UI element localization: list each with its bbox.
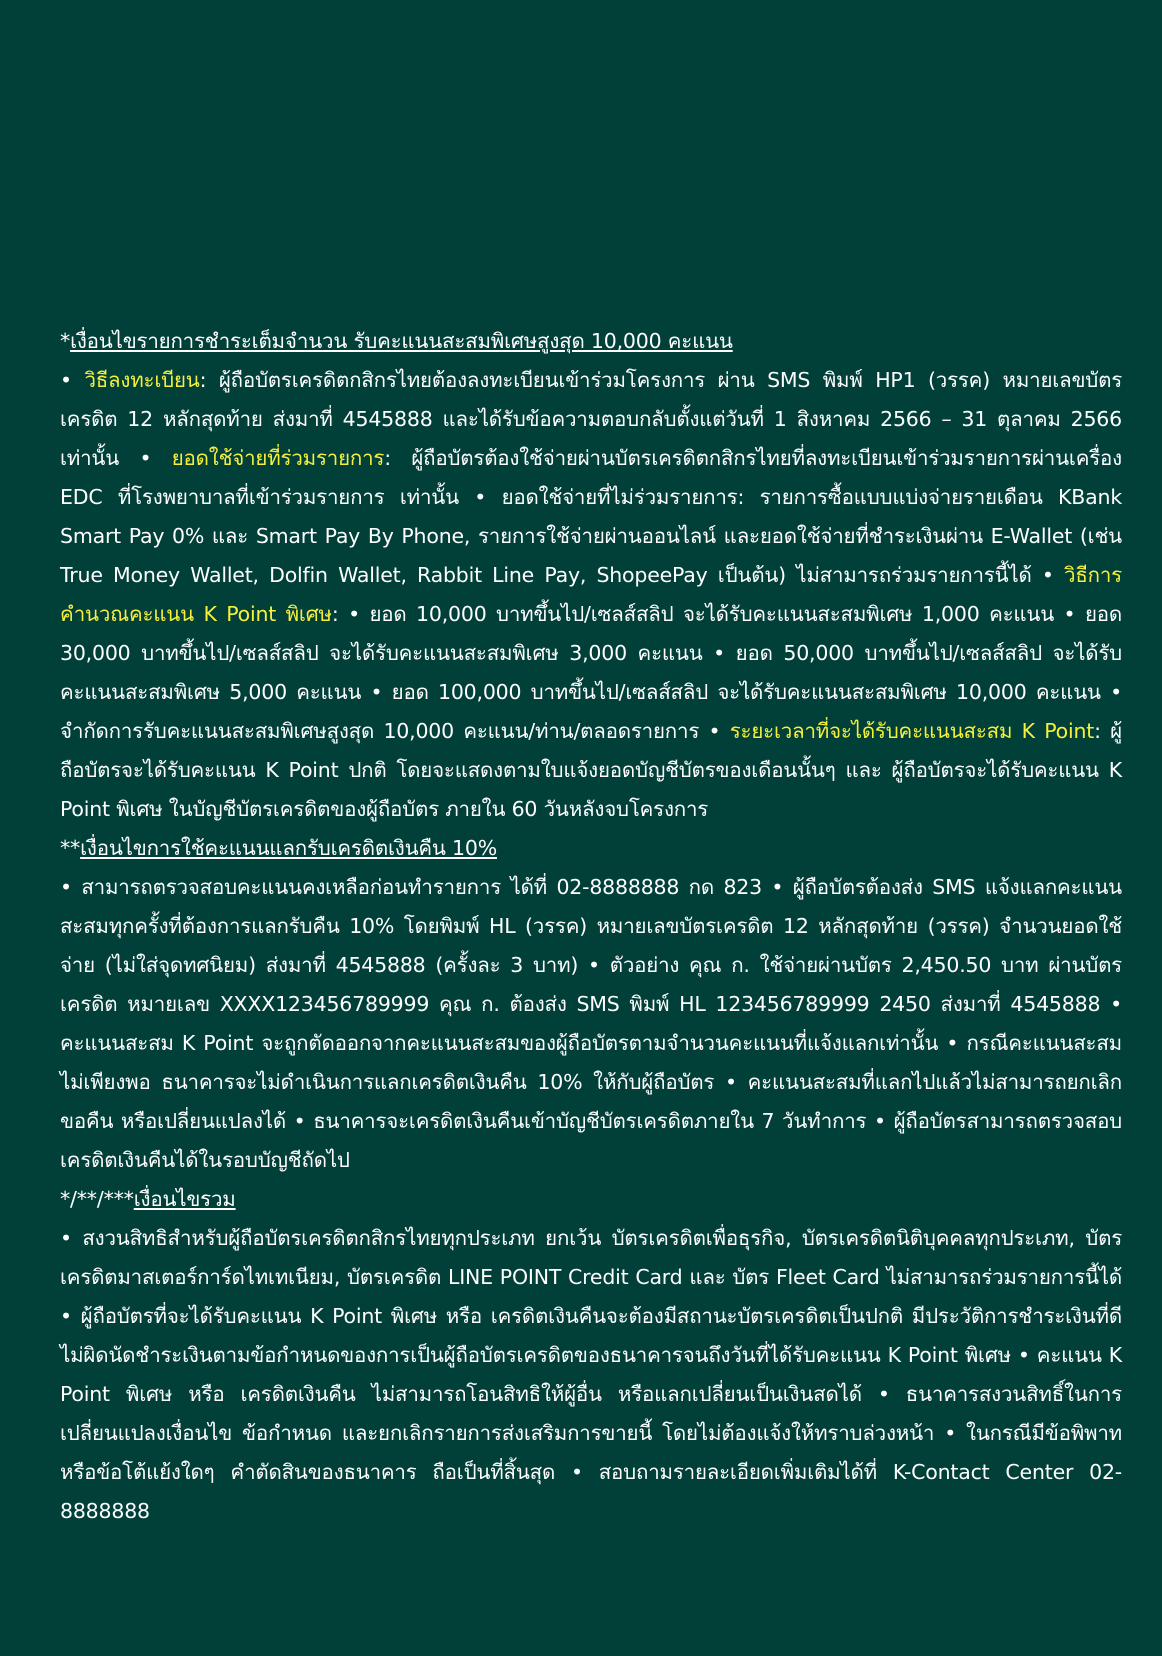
body-text: • [60,368,85,392]
body-text: : • ยอด 10,000 บาทขึ้นไป/เซลส์สลิป จะได้รับคะแนนสะสมพิเศษ 1,000 คะแนน • ยอด 30,000 บาทขึ้นไป/เซลส์สลิป จะได้รับคะแนนสะสมพิเศษ 3,000 คะแนน • ยอด 50,000 บาทขึ้นไป/เซลส์สลิป จะได้รับคะแนนสะสมพิเศษ 5,000 คะแนน • ยอด 100,000 บาทขึ้นไป/เซลส์สลิป จะได้รับคะแนนสะสมพิเศษ 10,000 คะแนน • จำกัดการรับคะแนนสะสมพิเศษสูงสุด 10,000 คะแนน/ท่าน/ตลอดรายการ • [60,602,1122,743]
highlight-point-timing: ระยะเวลาที่จะได้รับคะแนนสะสม K Point [729,719,1095,743]
section-title-text: เงื่อนไขรวม [133,1187,236,1211]
section-body-full-payment [60,361,1122,829]
section-marker: */**/*** [60,1187,134,1211]
section-title-text: เงื่อนไขรายการชำระเต็มจำนวน รับคะแนนสะสมพิเศษสูงสุด 10,000 คะแนน [70,329,733,353]
highlight-point-calculation: วิธีการคำนวณคะแนน K Point พิเศษ [60,563,1122,626]
section-body-general: • สงวนสิทธิสำหรับผู้ถือบัตรเครดิตกสิกรไทยทุกประเภท ยกเว้น บัตรเครดิตเพื่อธุรกิจ, บัตรเครดิตนิติบุคคลทุกประเภท, บัตรเครดิตมาสเตอร์การ์ดไทเทเนียม, บัตรเครดิต LINE POINT Credit Card และ บัตร Fleet Card ไม่สามารถร่วมรายการนี้ได้ • ผู้ถือบัตรที่จะได้รับคะแนน K Point พิเศษ หรือ เครดิตเงินคืนจะต้องมีสถานะบัตรเครดิตเป็นปกติ มีประวัติการชำระเงินที่ดี ไม่ผิดนัดชำระเงินตามข้อกำหนดของการเป็นผู้ถือบัตรเครดิตของธนาคารจนถึงวันที่ได้รับคะแนน K Point พิเศษ • คะแนน K Point พิเศษ หรือ เครดิตเงินคืน ไม่สามารถโอนสิทธิให้ผู้อื่น หรือแลกเปลี่ยนเป็นเงินสดได้ • ธนาคารสงวนสิทธิ์ในการเปลี่ยนแปลงเงื่อนไข ข้อกำหนด และยกเลิกรายการส่งเสริมการขายนี้ โดยไม่ต้องแจ้งให้ทราบล่วงหน้า • ในกรณีมีข้อพิพาท หรือข้อโต้แย้งใดๆ คำตัดสินของธนาคาร ถือเป็นที่สิ้นสุด • สอบถามรายละเอียดเพิ่มเติมได้ที่ K-Contact Center 02-8888888 [60,1226,1122,1523]
terms-document [60,322,1122,1531]
section-title-cashback [60,829,1122,868]
highlight-registration: วิธีลงทะเบียน [84,368,200,392]
section-title-full-payment [60,322,1122,361]
section-marker: ** [60,836,81,860]
highlight-eligible-spending: ยอดใช้จ่ายที่ร่วมรายการ [171,446,385,470]
body-text: : ผู้ถือบัตรต้องใช้จ่ายผ่านบัตรเครดิตกสิกรไทยที่ลงทะเบียนเข้าร่วมรายการผ่านเครื่อง EDC ที่โรงพยาบาลที่เข้าร่วมรายการ เท่านั้น • ยอดใช้จ่ายที่ไม่ร่วมรายการ: รายการซื้อแบบแบ่งจ่ายรายเดือน KBank Smart Pay 0% และ Smart Pay By Phone, รายการใช้จ่ายผ่านออนไลน์ และยอดใช้จ่ายที่ชำระเงินผ่าน E-Wallet (เช่น True Money Wallet, Dolfin Wallet, Rabbit Line Pay, ShopeePay เป็นต้น) ไม่สามารถร่วมรายการนี้ได้ • [60,446,1122,587]
body-text: : ผู้ถือบัตรเครดิตกสิกรไทยต้องลงทะเบียนเข้าร่วมโครงการ ผ่าน SMS พิมพ์ HP1 (วรรค) หมายเลขบัตรเครดิต 12 หลักสุดท้าย ส่งมาที่ 4545888 และได้รับข้อความตอบกลับตั้งแต่วันที่ 1 สิงหาคม 2566 – 31 ตุลาคม 2566 เท่านั้น • [60,368,1122,470]
section-title-general [60,1180,1122,1219]
section-title-text: เงื่อนไขการใช้คะแนนแลกรับเครดิตเงินคืน 10% [80,836,498,860]
body-text: : ผู้ถือบัตรจะได้รับคะแนน K Point ปกติ โดยจะแสดงตามใบแจ้งยอดบัญชีบัตรของเดือนนั้นๆ และ ผู้ถือบัตรจะได้รับคะแนน K Point พิเศษ ในบัญชีบัตรเครดิตของผู้ถือบัตร ภายใน 60 วันหลังจบโครงการ [60,719,1122,821]
section-marker: * [60,329,71,353]
section-body-cashback: • สามารถตรวจสอบคะแนนคงเหลือก่อนทำรายการ ได้ที่ 02-8888888 กด 823 • ผู้ถือบัตรต้องส่ง SMS แจ้งแลกคะแนนสะสมทุกครั้งที่ต้องการแลกรับคืน 10% โดยพิมพ์ HL (วรรค) หมายเลขบัตรเครดิต 12 หลักสุดท้าย (วรรค) จำนวนยอดใช้จ่าย (ไม่ใส่จุดทศนิยม) ส่งมาที่ 4545888 (ครั้งละ 3 บาท) • ตัวอย่าง คุณ ก. ใช้จ่ายผ่านบัตร 2,450.50 บาท ผ่านบัตรเครดิต หมายเลข XXXX123456789999 คุณ ก. ต้องส่ง SMS พิมพ์ HL 123456789999 2450 ส่งมาที่ 4545888 • คะแนนสะสม K Point จะถูกตัดออกจากคะแนนสะสมของผู้ถือบัตรตามจำนวนคะแนนที่แจ้งแลกเท่านั้น • กรณีคะแนนสะสมไม่เพียงพอ ธนาคารจะไม่ดำเนินการแลกเครดิตเงินคืน 10% ให้กับผู้ถือบัตร • คะแนนสะสมที่แลกไปแล้วไม่สามารถยกเลิก ขอคืน หรือเปลี่ยนแปลงได้ • ธนาคารจะเครดิตเงินคืนเข้าบัญชีบัตรเครดิตภายใน 7 วันทำการ • ผู้ถือบัตรสามารถตรวจสอบเครดิตเงินคืนได้ในรอบบัญชีถัดไป [60,875,1122,1172]
